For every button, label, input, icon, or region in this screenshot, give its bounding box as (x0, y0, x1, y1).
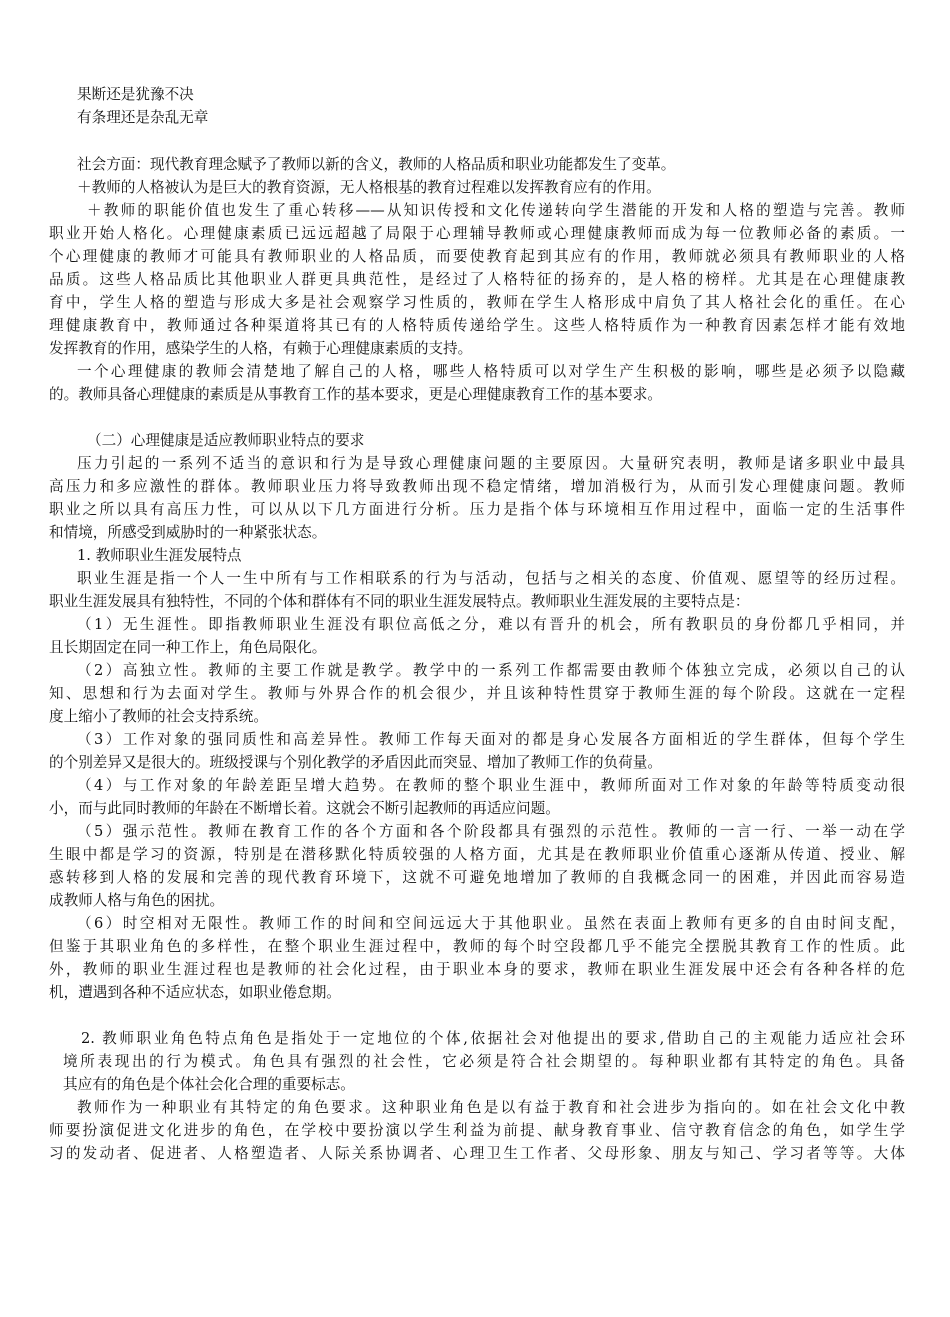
text-line: 机，遭遇到各种不适应状态，如职业倦怠期。 (49, 984, 341, 1001)
text-line: 发挥教育的作用，感染学生的人格，有赖于心理健康素质的支持。 (49, 340, 473, 357)
text-line: 职业之所以具有高压力性，可以从以下几方面进行分析。压力是指个体与环境相互作用过程中，面临一定的生活事件 (49, 501, 905, 518)
text-line: 教师作为一种职业有其特定的角色要求。这种职业角色是以有益于教育和社会进步为指向的。如在社会文化中教 (77, 1099, 905, 1116)
text-line: 育中，学生人格的塑造与形成大多是社会观察学习性质的，教师在学生人格形成中肩负了其人格社会化的重任。在心 (49, 294, 905, 311)
text-line: 品质。这些人格品质比其他职业人群更具典范性，是经过了人格特征的扬弃的，是人格的榜样。尤其是在心理健康教 (49, 271, 905, 288)
text-line: 高压力和多应激性的群体。教师职业压力将导致教师出现不稳定情绪，增加消极行为，从而引发心理健康问题。教师 (49, 478, 905, 495)
text-line: ＋教师的人格被认为是巨大的教育资源，无人格根基的教育过程难以发挥教育应有的作用。 (77, 179, 661, 196)
text-line: 且长期固定在同一种工作上，角色局限化。 (49, 639, 327, 656)
text-line: 生眼中都是学习的资源，特别是在潜移默化特质较强的人格方面，尤其是在教师职业价值重心逐渐从传道、授业、解 (49, 846, 905, 863)
text-line: 但鉴于其职业角色的多样性，在整个职业生涯过程中，教师的每个时空段都几乎不能完全摆脱其教育工作的性质。此 (49, 938, 905, 955)
text-line: 师要扮演促进文化进步的角色，在学校中要扮演以学生利益为前提、献身教育事业、信守教育信念的角色，如学生学 (49, 1122, 905, 1139)
text-line: （5）强示范性。教师在教育工作的各个方面和各个阶段都具有强烈的示范性。教师的一言一行、一举一动在学 (77, 823, 905, 840)
text-line: 理健康教育中，教师通过各种渠道将其已有的人格特质传递给学生。这些人格特质作为一种教育因素怎样才能有效地 (49, 317, 905, 334)
text-line: 一个心理健康的教师会清楚地了解自己的人格，哪些人格特质可以对学生产生积极的影响，哪些是必须予以隐藏 (77, 363, 905, 380)
text-line: 果断还是犹豫不决 (77, 86, 194, 103)
text-line: 的个别差异又是很大的。班级授课与个别化教学的矛盾因此而突显、增加了教师工作的负荷量。 (49, 754, 662, 771)
text-line: 境所表现出的行为模式。角色具有强烈的社会性，它必须是符合社会期望的。每种职业都有其特定的角色。具备 (63, 1053, 905, 1070)
text-line: 2. 教师职业角色特点角色是指处于一定地位的个体,依据社会对他提出的要求,借助自己的主观能力适应社会环 (81, 1030, 905, 1047)
text-line: 有条理还是杂乱无章 (77, 109, 209, 126)
text-line: ＋教师的职能价值也发生了重心转移——从知识传授和文化传递转向学生潜能的开发和人格的塑造与完善。教师 (87, 202, 905, 219)
text-line: 职业开始人格化。心理健康素质已远远超越了局限于心理辅导教师或心理健康教师而成为每一位教师必备的素质。一 (49, 225, 905, 242)
text-line: 职业生涯是指一个人一生中所有与工作相联系的行为与活动，包括与之相关的态度、价值观、愿望等的经历过程。 (77, 570, 905, 587)
text-line: 压力引起的一系列不适当的意识和行为是导致心理健康问题的主要原因。大量研究表明，教师是诸多职业中最具 (77, 455, 905, 472)
text-line: （4）与工作对象的年龄差距呈增大趋势。在教师的整个职业生涯中，教师所面对工作对象的年龄等特质变动很 (77, 777, 905, 794)
text-line: 小，而与此同时教师的年龄在不断增长着。这就会不断引起教师的再适应问题。 (49, 800, 560, 817)
subsection-heading: 1. 教师职业生涯发展特点 (77, 547, 242, 564)
text-line: （3）工作对象的强同质性和高差异性。教师工作每天面对的都是身心发展各方面相近的学生群体，但每个学生 (77, 731, 905, 748)
text-line: （2）高独立性。教师的主要工作就是教学。教学中的一系列工作都需要由教师个体独立完成，必须以自己的认 (77, 662, 905, 679)
text-line: 成教师人格与角色的困扰。 (49, 892, 225, 909)
text-line: 社会方面：现代教育理念赋予了教师以新的含义，教师的人格品质和职业功能都发生了变革。 (77, 156, 676, 173)
section-heading: （二）心理健康是适应教师职业特点的要求 (87, 432, 365, 449)
text-line: 习的发动者、促进者、人格塑造者、人际关系协调者、心理卫生工作者、父母形象、朋友与知己、学习者等等。大体 (49, 1145, 905, 1162)
text-line: （1）无生涯性。即指教师职业生涯没有职位高低之分，难以有晋升的机会，所有教职员的身份都几乎相同，并 (77, 616, 905, 633)
text-line: （6）时空相对无限性。教师工作的时间和空间远远大于其他职业。虽然在表面上教师有更多的自由时间支配， (77, 915, 905, 932)
text-line: 和情境，所感受到威胁时的一种紧张状态。 (49, 524, 327, 541)
text-line: 个心理健康的教师才可能具有教师职业的人格品质，而要使教育起到其应有的作用，教师就必须具有教师职业的人格 (49, 248, 905, 265)
text-line: 职业生涯发展具有独特性，不同的个体和群体有不同的职业生涯发展特点。教师职业生涯发展的主要特点是： (49, 593, 750, 610)
text-line: 外，教师的职业生涯过程也是教师的社会化过程，由于职业本身的要求，教师在职业生涯发展中还会有各种各样的危 (49, 961, 905, 978)
text-line: 其应有的角色是个体社会化合理的重要标志。 (63, 1076, 355, 1093)
text-line: 惑转移到人格的发展和完善的现代教育环境下，这就不可避免地增加了教师的自我概念同一的困难，并因此而容易造 (49, 869, 905, 886)
text-line: 度上缩小了教师的社会支持系统。 (49, 708, 268, 725)
text-line: 的。教师具备心理健康的素质是从事教育工作的基本要求，更是心理健康教育工作的基本要求。 (49, 386, 662, 403)
text-line: 知、思想和行为去面对学生。教师与外界合作的机会很少，并且该种特性贯穿于教师生涯的每个阶段。这就在一定程 (49, 685, 905, 702)
